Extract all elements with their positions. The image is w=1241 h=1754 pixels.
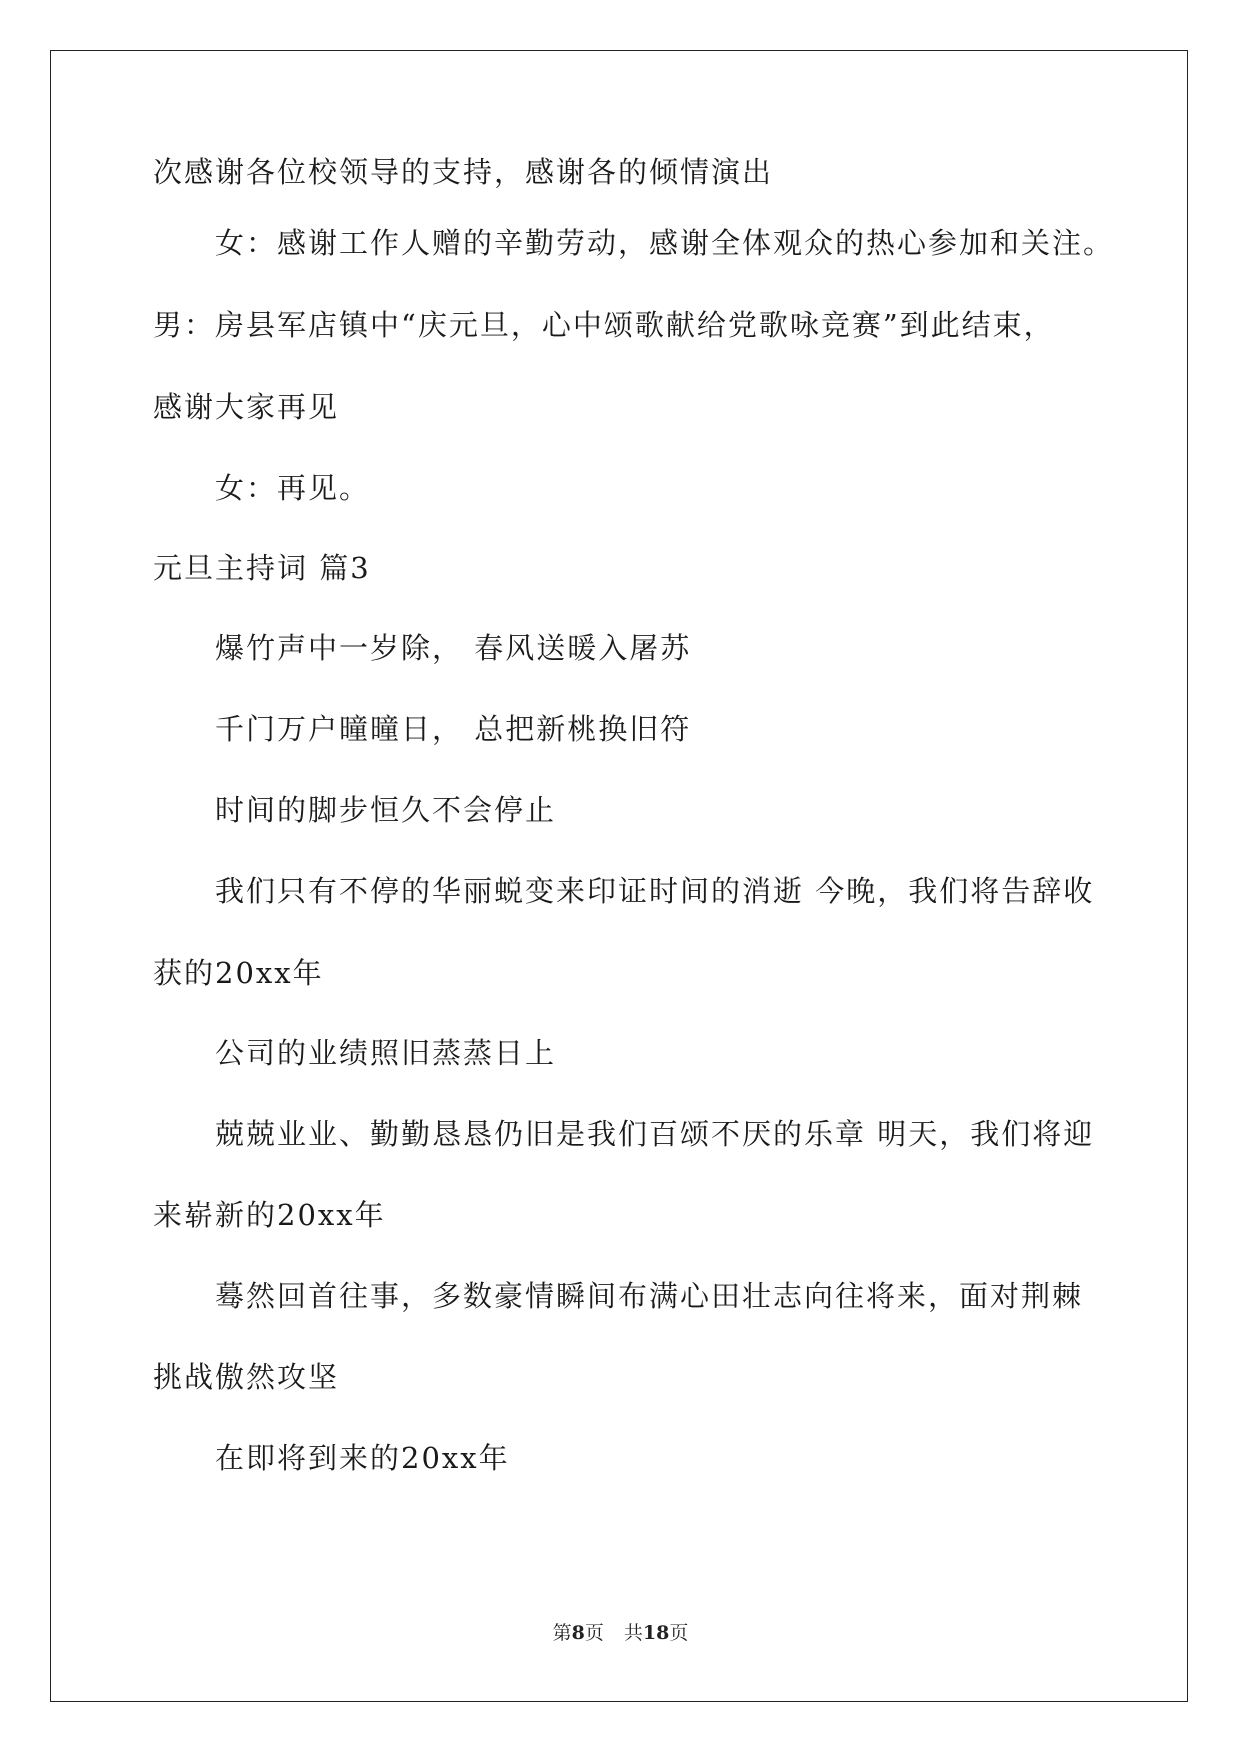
footer-page-unit: 页	[584, 1622, 604, 1644]
text-line-3: 男：房县军店镇中“庆元旦，心中颂歌献给党歌咏竞赛”到此结束，	[153, 308, 1055, 342]
footer-total-unit: 页	[669, 1622, 689, 1644]
text-line-8: 千门万户曈曈日， 总把新桃换旧符	[215, 712, 692, 746]
footer-page-number: 8	[571, 1622, 585, 1644]
text-line-12: 公司的业绩照旧蒸蒸日上	[215, 1036, 557, 1070]
text-line-9: 时间的脚步恒久不会停止	[215, 793, 557, 827]
text-line-14: 来崭新的20xx年	[153, 1198, 386, 1232]
text-line-10: 我们只有不停的华丽蜕变来印证时间的消逝 今晚，我们将告辞收	[215, 874, 1095, 908]
text-line-5: 女：再见。	[215, 471, 371, 505]
text-line-13: 兢兢业业、勤勤恳恳仍旧是我们百颂不厌的乐章 明天，我们将迎	[215, 1117, 1095, 1151]
text-line-1: 次感谢各位校领导的支持，感谢各的倾情演出	[153, 155, 774, 189]
text-line-17: 在即将到来的20xx年	[215, 1441, 510, 1475]
text-line-15: 蓦然回首往事，多数豪情瞬间布满心田壮志向往将来，面对荆棘	[215, 1279, 1084, 1313]
page-footer	[0, 1620, 1241, 1646]
footer-prefix: 第	[552, 1622, 572, 1644]
text-line-7: 爆竹声中一岁除， 春风送暖入屠苏	[215, 631, 692, 665]
text-line-4: 感谢大家再见	[153, 390, 340, 424]
footer-total-pages: 18	[642, 1622, 670, 1644]
text-line-11: 获的20xx年	[153, 956, 324, 990]
footer-total-prefix: 共	[623, 1622, 643, 1644]
text-line-2: 女：感谢工作人赠的辛勤劳动，感谢全体观众的热心参加和关注。	[215, 226, 1115, 260]
text-line-16: 挑战傲然攻坚	[153, 1360, 340, 1394]
section-heading: 元旦主持词 篇3	[153, 551, 371, 585]
